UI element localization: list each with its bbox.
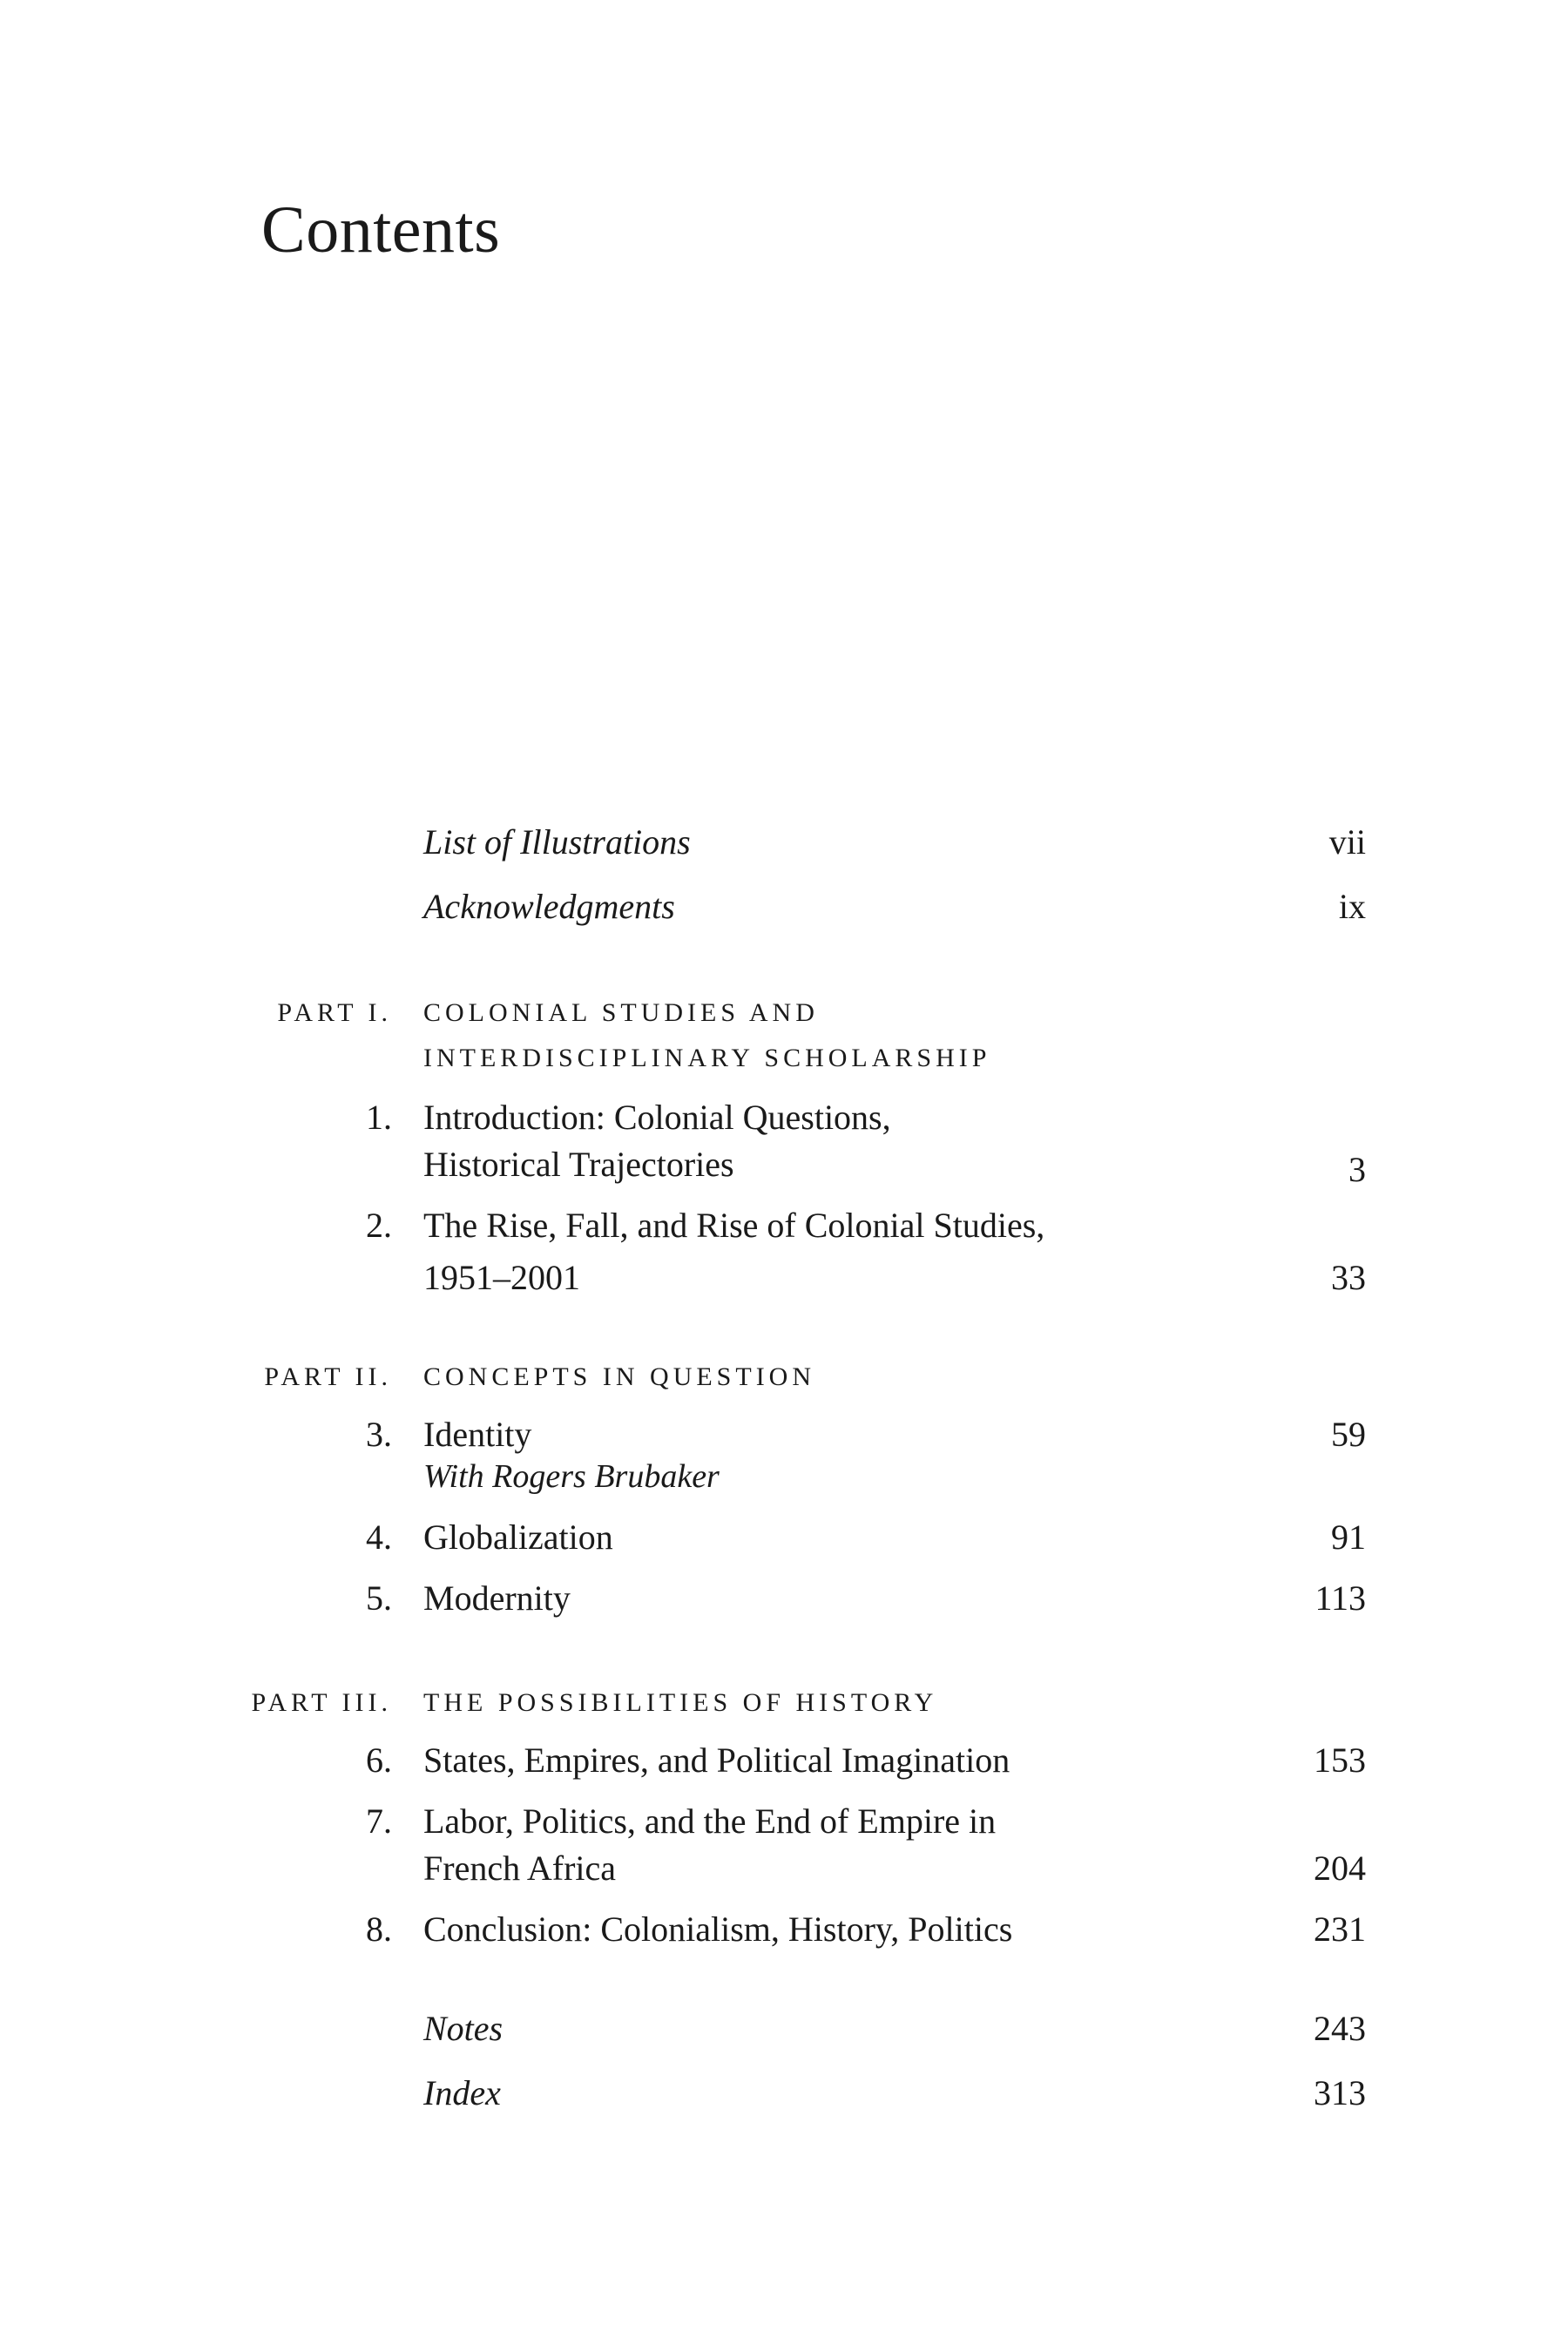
entry-title: Notes [423, 2009, 504, 2048]
entry-page-number: 59 [1331, 1415, 1366, 1454]
chapter-title-line: Labor, Politics, and the End of Empire in [423, 1801, 997, 1841]
part-title-line: INTERDISCIPLINARY SCHOLARSHIP [423, 1044, 991, 1072]
entry-page-number: 313 [1314, 2073, 1366, 2112]
entry-page-number: 153 [1314, 1740, 1366, 1780]
chapter-title-line: Globalization [423, 1517, 613, 1557]
entry-page-number: 91 [1331, 1517, 1366, 1557]
chapter-title-line: The Rise, Fall, and Rise of Colonial Studies, [423, 1206, 1045, 1245]
entry-page-number: 204 [1314, 1848, 1366, 1888]
chapter-title-line: 1951–2001 [423, 1258, 580, 1297]
chapter-title-line: Introduction: Colonial Questions, [423, 1098, 891, 1137]
entry-title: List of Illustrations [423, 822, 691, 862]
chapter-title-line: French Africa [423, 1848, 617, 1888]
entry-page-number: ix [1338, 887, 1366, 926]
chapter-title-line: Conclusion: Colonialism, History, Politics [423, 1909, 1013, 1949]
chapter-title-line: Modernity [423, 1578, 571, 1618]
entry-page-number: vii [1328, 822, 1366, 862]
chapter-number: 8. [366, 1909, 392, 1949]
part-title-line: THE POSSIBILITIES OF HISTORY [423, 1688, 938, 1717]
entry-page-number: 113 [1315, 1578, 1366, 1618]
part-label: PART I. [277, 998, 392, 1027]
chapter-title-line: Identity [423, 1415, 532, 1454]
part-label: PART II. [264, 1362, 392, 1391]
chapter-title-line: States, Empires, and Political Imagination [423, 1740, 1010, 1780]
chapter-number: 4. [366, 1517, 392, 1557]
part-title-line: COLONIAL STUDIES AND [423, 998, 819, 1027]
entry-title: Index [423, 2073, 501, 2112]
chapter-number: 7. [366, 1801, 392, 1841]
entry-page-number: 3 [1348, 1150, 1366, 1189]
chapter-number: 5. [366, 1578, 392, 1618]
chapter-number: 6. [366, 1740, 392, 1780]
chapter-number: 1. [366, 1098, 392, 1137]
entry-page-number: 33 [1331, 1258, 1366, 1297]
part-label: PART III. [251, 1688, 392, 1717]
entry-title: Acknowledgments [423, 887, 675, 926]
part-title-line: CONCEPTS IN QUESTION [423, 1362, 816, 1391]
chapter-title-line: Historical Trajectories [423, 1145, 734, 1184]
chapter-byline: With Rogers Brubaker [423, 1458, 720, 1495]
chapter-number: 2. [366, 1206, 392, 1245]
entry-page-number: 231 [1314, 1909, 1366, 1949]
entry-page-number: 243 [1314, 2009, 1366, 2048]
page-title: Contents [261, 193, 501, 267]
chapter-number: 3. [366, 1415, 392, 1454]
